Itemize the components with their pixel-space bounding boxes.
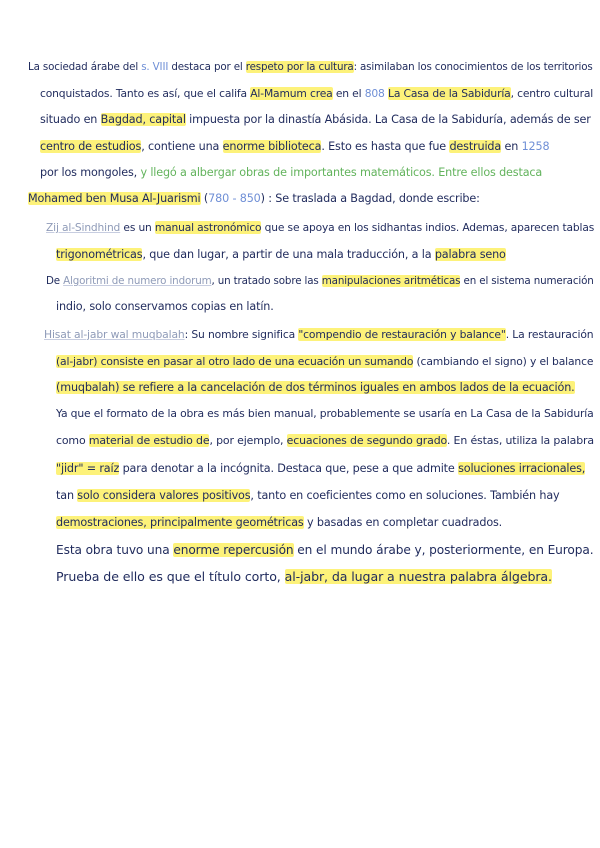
note-line bbox=[56, 433, 594, 449]
gray-text: Hisat al-jabr wal muqbalah bbox=[44, 328, 185, 341]
highlighted-text: solo considera valores positivos bbox=[77, 489, 251, 502]
highlighted-text: (al-jabr) consiste en pasar al otro lado de una ecuación un sumando bbox=[56, 355, 414, 368]
highlighted-text: destruida bbox=[449, 140, 502, 153]
highlighted-text: "jidr" = raíz bbox=[56, 462, 120, 475]
text-segment: , contiene una bbox=[141, 140, 223, 153]
text-segment: y basadas en completar cuadrados. bbox=[303, 516, 503, 529]
green-text: y llegó a albergar obras de importantes matemáticos. Entre ellos destaca bbox=[140, 166, 543, 179]
text-segment: en bbox=[501, 140, 522, 153]
note-line bbox=[44, 327, 593, 343]
note-line bbox=[56, 542, 593, 558]
highlighted-text: manipulaciones aritméticas bbox=[321, 275, 461, 287]
highlighted-text: trigonométricas bbox=[56, 248, 143, 261]
text-segment: Esta obra tuvo una bbox=[56, 543, 174, 557]
text-segment: La sociedad árabe del bbox=[28, 61, 142, 73]
highlighted-text: al-jabr, da lugar a nuestra palabra álgebra. bbox=[284, 569, 552, 584]
text-segment: ) : Se traslada a Bagdad, donde escribe: bbox=[260, 192, 480, 205]
text-segment: en el bbox=[332, 87, 365, 100]
highlighted-text: enorme repercusión bbox=[173, 543, 294, 557]
text-segment: Prueba de ello es que el título corto, bbox=[56, 569, 285, 584]
text-segment: , centro cultural bbox=[510, 87, 594, 100]
highlighted-text: enorme biblioteca bbox=[222, 140, 322, 153]
gray-text: Zij al-Sindhind bbox=[46, 221, 121, 234]
text-segment: en el mundo árabe y, posteriormente, en Europa. bbox=[293, 543, 594, 557]
text-segment: ( bbox=[200, 192, 209, 205]
note-line bbox=[56, 515, 502, 531]
text-segment: tan bbox=[56, 489, 78, 502]
highlighted-text: "compendio de restauración y balance" bbox=[298, 328, 506, 341]
highlighted-text: ecuaciones de segundo grado bbox=[286, 434, 447, 447]
highlighted-text: material de estudio de bbox=[88, 434, 210, 447]
highlighted-text: La Casa de la Sabiduría bbox=[388, 87, 511, 100]
highlighted-text: centro de estudios bbox=[40, 140, 142, 153]
text-segment: es un bbox=[120, 221, 155, 234]
note-line bbox=[56, 488, 560, 504]
text-segment: . La restauración bbox=[505, 328, 594, 341]
highlighted-text: demostraciones, principalmente geométricas bbox=[56, 516, 304, 529]
note-line bbox=[28, 191, 480, 207]
highlighted-text: Bagdad, capital bbox=[100, 113, 186, 126]
note-line bbox=[28, 59, 593, 75]
text-segment: : Su nombre significa bbox=[184, 328, 299, 341]
note-line bbox=[56, 380, 575, 396]
blue-text: s. VIII bbox=[141, 61, 169, 73]
highlighted-text: (muqbalah) se refiere a la cancelación de dos términos iguales en ambos lados de la ecuación. bbox=[56, 381, 575, 394]
text-segment: . Esto es hasta que fue bbox=[321, 140, 450, 153]
text-segment: , un tratado sobre las bbox=[211, 275, 322, 287]
text-segment: impuesta por la dinastía Abásida. La Casa de la Sabiduría, además de ser bbox=[185, 113, 591, 126]
highlighted-text: soluciones irracionales, bbox=[458, 462, 586, 475]
text-segment: como bbox=[56, 434, 89, 447]
text-segment: (cambiando el signo) y el balance bbox=[413, 355, 594, 368]
text-segment: , tanto en coeficientes como en soluciones. También hay bbox=[250, 489, 560, 502]
text-segment: en el sistema numeración bbox=[460, 275, 594, 287]
note-line bbox=[40, 86, 593, 102]
text-segment: que se apoya en los sidhantas indios. Ademas, aparecen tablas bbox=[261, 221, 595, 234]
blue-text: 780 - 850 bbox=[208, 192, 261, 205]
note-line bbox=[46, 273, 594, 289]
text-segment: Ya que el formato de la obra es más bien manual, probablemente se usaría en La Casa de la Sabiduría bbox=[56, 407, 594, 420]
note-line bbox=[40, 112, 591, 128]
text-segment: De bbox=[46, 275, 64, 287]
text-segment: situado en bbox=[40, 113, 101, 126]
note-line bbox=[56, 569, 552, 585]
highlighted-text: manual astronómico bbox=[154, 221, 262, 234]
blue-text: 1258 bbox=[521, 140, 550, 153]
note-line bbox=[40, 139, 549, 155]
highlighted-text: Mohamed ben Musa Al-Juarismi bbox=[28, 192, 201, 205]
text-segment: , por ejemplo, bbox=[209, 434, 287, 447]
note-line bbox=[56, 461, 585, 477]
gray-text: Algoritmi de numero indorum bbox=[63, 275, 212, 287]
note-line bbox=[56, 247, 506, 263]
blue-text: 808 bbox=[364, 87, 385, 100]
note-line bbox=[56, 406, 594, 422]
text-segment: para denotar a la incógnita. Destaca que, pese a que admite bbox=[119, 462, 459, 475]
highlighted-text: Al-Mamum crea bbox=[250, 87, 333, 100]
text-segment: conquistados. Tanto es así, que el califa bbox=[40, 87, 251, 100]
note-line bbox=[46, 220, 594, 236]
text-segment: . En éstas, utiliza la palabra bbox=[446, 434, 594, 447]
text-segment: destaca por el bbox=[168, 61, 246, 73]
text-segment: por los mongoles, bbox=[40, 166, 141, 179]
note-line bbox=[56, 299, 274, 315]
note-line bbox=[40, 165, 542, 181]
text-segment: , que dan lugar, a partir de una mala traducción, a la bbox=[142, 248, 435, 261]
text-segment: : asimilaban los conocimientos de los territorios bbox=[353, 61, 593, 73]
highlighted-text: palabra seno bbox=[434, 248, 506, 261]
text-segment: indio, solo conservamos copias en latín. bbox=[56, 300, 274, 313]
note-line bbox=[56, 354, 593, 370]
highlighted-text: respeto por la cultura bbox=[245, 61, 354, 73]
